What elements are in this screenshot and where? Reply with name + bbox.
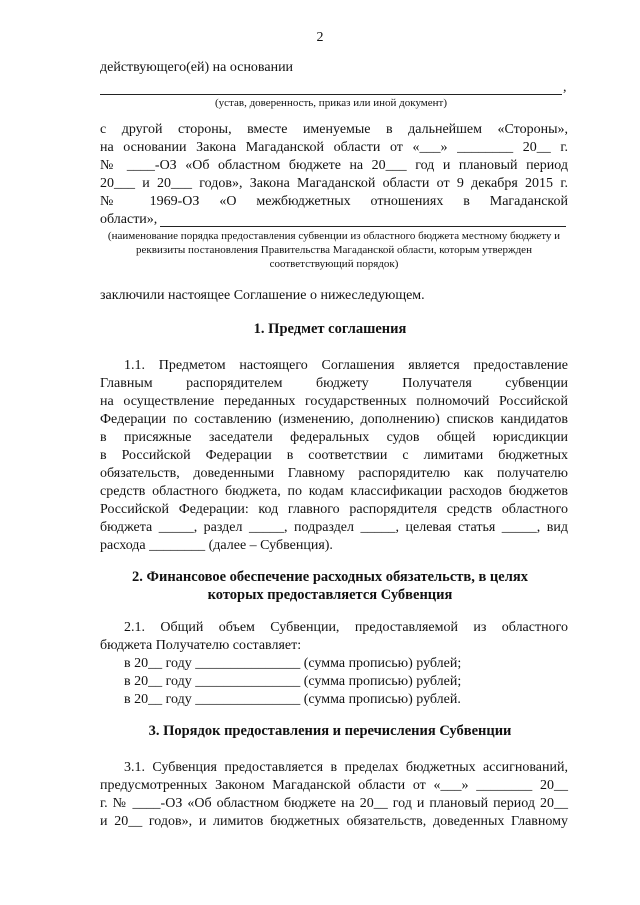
section-1-line: бюджета _____, раздел _____, подраздел _____, целевая статья _____, вид bbox=[100, 520, 568, 535]
section-1-line: Федерации по составлению (изменению, дополнению) списков кандидатов bbox=[100, 412, 568, 427]
parties-line-3: № ____-ОЗ «Об областном бюджете на 20___ год и плановый период bbox=[100, 158, 568, 173]
section-2-heading-line-1: 2. Финансовое обеспечение расходных обязательств, в целях bbox=[132, 569, 528, 585]
parties-line-2: на основании Закона Магаданской области от «___» ________ 20__ г. bbox=[100, 140, 568, 155]
caption-order-name: (наименование порядка предоставления субвенции из областного бюджета местному бюджету и реквизиты постановления Правительства Магаданской области, которым утвержден соответствующий порядок) bbox=[107, 230, 561, 270]
blank-rule bbox=[160, 226, 566, 227]
parties-line-1: с другой стороны, вместе именуемые в дальнейшем «Стороны», bbox=[100, 122, 568, 137]
section-1-line: Главным распорядителем бюджету Получателя субвенции bbox=[100, 376, 568, 391]
section-2-line: бюджета Получателю составляет: bbox=[100, 638, 302, 653]
blank-rule bbox=[100, 94, 562, 95]
page-number: 2 bbox=[316, 30, 324, 45]
section-1-line: в Российской Федерации в соответствии с лимитами бюджетных bbox=[100, 448, 568, 463]
section-1-heading: 1. Предмет соглашения bbox=[253, 321, 407, 337]
section-1-line: на осуществление переданных государственных полномочий Российской bbox=[100, 394, 568, 409]
section-3-line: и 20__ годов», и лимитов бюджетных обязательств, доведенных Главному bbox=[100, 814, 568, 829]
section-3-heading: 3. Порядок предоставления и перечисления Субвенции bbox=[148, 723, 512, 739]
section-1-line: средств областного бюджета, по кодам классификации расходов бюджетов bbox=[100, 484, 568, 499]
parties-line-6: области», bbox=[100, 212, 158, 227]
parties-line-4: 20___ и 20___ годов», Закона Магаданской области от 9 декабря 2015 г. bbox=[100, 176, 568, 191]
amount-line: в 20__ году _______________ (сумма прописью) рублей. bbox=[124, 692, 461, 707]
section-1-line: обязательств, доведенными Главному распорядителю как получателю bbox=[100, 466, 568, 481]
section-1-line: 1.1. Предметом настоящего Соглашения является предоставление bbox=[124, 358, 568, 373]
section-2-line: 2.1. Общий объем Субвенции, предоставляемой из областного bbox=[124, 620, 568, 635]
agreement-line: заключили настоящее Соглашение о нижеследующем. bbox=[100, 288, 425, 303]
section-1-line: расхода ________ (далее – Субвенция). bbox=[100, 538, 333, 553]
intro-line: действующего(ей) на основании bbox=[100, 60, 294, 75]
amount-line: в 20__ году _______________ (сумма прописью) рублей; bbox=[124, 674, 462, 689]
section-1-line: в присяжные заседатели федеральных судов общей юрисдикции bbox=[100, 430, 568, 445]
section-3-line: 3.1. Субвенция предоставляется в пределах бюджетных ассигнований, bbox=[124, 760, 568, 775]
section-3-line: г. № ____-ОЗ «Об областном бюджете на 20__ год и плановый период 20__ bbox=[100, 796, 568, 811]
section-1-line: Российской Федерации: код главного распорядителя средств областного bbox=[100, 502, 568, 517]
intro-comma: , bbox=[563, 80, 567, 95]
parties-line-5: № 1969-ОЗ «О межбюджетных отношениях в Магаданской bbox=[100, 194, 568, 209]
section-3-line: предусмотренных Законом Магаданской области от «___» ________ 20__ bbox=[100, 778, 568, 793]
caption-document-type: (устав, доверенность, приказ или иной документ) bbox=[215, 97, 447, 109]
section-2-heading-line-2: которых предоставляется Субвенция bbox=[207, 587, 453, 603]
amount-line: в 20__ году _______________ (сумма прописью) рублей; bbox=[124, 656, 462, 671]
